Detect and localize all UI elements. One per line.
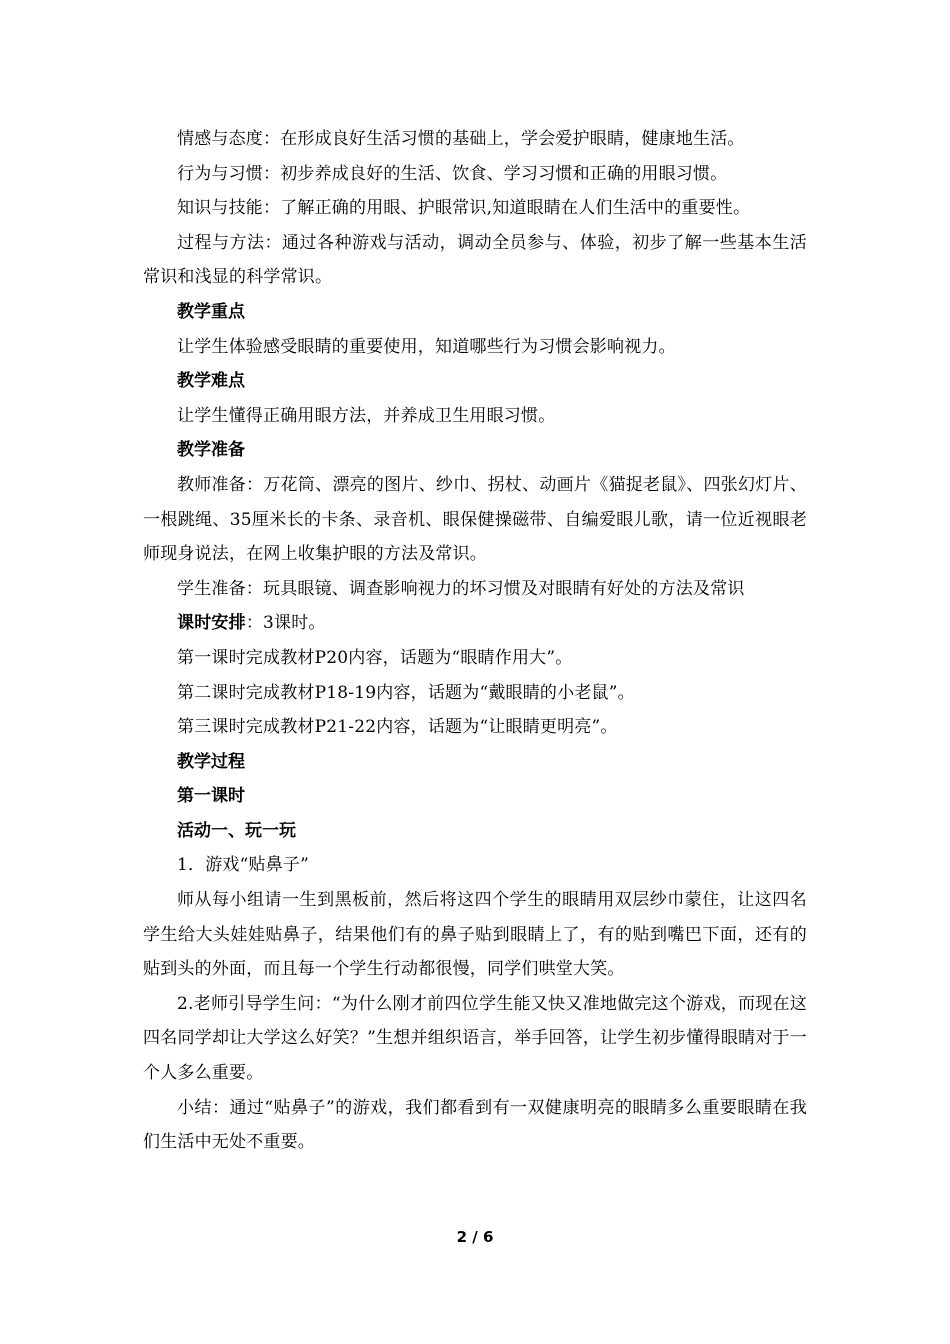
process-heading: 教学过程 (177, 751, 245, 772)
key-point-heading: 教学重点 (177, 301, 245, 322)
first-lesson-heading: 第一课时 (177, 786, 245, 807)
lesson-1-plan: 第一课时完成教材P20内容，话题为“眼睛作用大”。 (177, 647, 573, 668)
summary: 小结：通过“贴鼻子”的游戏，我们都看到有一双健康明亮的眼睛多么重要眼睛在我们生活中无处不重要。 (143, 1097, 807, 1153)
schedule-value: ：3课时。 (245, 613, 326, 634)
difficulty-heading: 教学难点 (177, 371, 245, 392)
objective-behavior: 行为与习惯：初步养成良好的生活、饮食、学习习惯和正确的用眼习惯。 (177, 163, 728, 184)
page-number: 2 / 6 (456, 1228, 494, 1246)
document-body (143, 122, 807, 1160)
game-description: 师从每小组请一生到黑板前，然后将这四个学生的眼睛用双层纱巾蒙住，让这四名学生给大头娃娃贴鼻子，结果他们有的鼻子贴到眼睛上了，有的贴到嘴巴下面，还有的贴到头的外面，而且每一个学生行动都很慢，同学们哄堂大笑。 (143, 890, 807, 980)
schedule-label: 课时安排 (177, 613, 246, 634)
student-prep: 学生准备：玩具眼镜、调查影响视力的坏习惯及对眼睛有好处的方法及常识 (177, 578, 745, 599)
lesson-3-plan: 第三课时完成教材P21-22内容，话题为“让眼睛更明亮”。 (177, 717, 618, 738)
schedule-line (143, 606, 807, 641)
difficulty-text: 让学生懂得正确用眼方法，并养成卫生用眼习惯。 (177, 405, 556, 426)
teacher-guide: 2.老师引导学生问：“为什么刚才前四位学生能又快又准地做完这个游戏，而现在这四名同学却让大学这么好笑？”生想并组织语言，举手回答，让学生初步懂得眼睛对于一个人多么重要。 (143, 993, 807, 1084)
lesson-2-plan: 第二课时完成教材P18-19内容，话题为“戴眼睛的小老鼠”。 (177, 682, 635, 703)
objective-process: 过程与方法：通过各种游戏与活动，调动全员参与、体验，初步了解一些基本生活常识和浅显的科学常识。 (143, 232, 807, 288)
key-point-text: 让学生体验感受眼睛的重要使用，知道哪些行为习惯会影响视力。 (177, 336, 676, 357)
activity-1-heading: 活动一、玩一玩 (177, 820, 296, 841)
game-title: 1．游戏“贴鼻子” (177, 855, 309, 876)
prep-heading: 教学准备 (177, 440, 245, 461)
objective-emotion: 情感与态度：在形成良好生活习惯的基础上，学会爱护眼睛，健康地生活。 (177, 129, 745, 149)
teacher-prep: 教师准备：万花筒、漂亮的图片、纱巾、拐杖、动画片《猫捉老鼠》、四张幻灯片、一根跳绳、35厘米长的卡条、录音机、眼保健操磁带、自编爱眼儿歌，请一位近视眼老师现身说法，在网上收集护眼的方法及常识。 (143, 474, 807, 565)
objective-knowledge: 知识与技能：了解正确的用眼、护眼常识,知道眼睛在人们生活中的重要性。 (177, 198, 751, 219)
